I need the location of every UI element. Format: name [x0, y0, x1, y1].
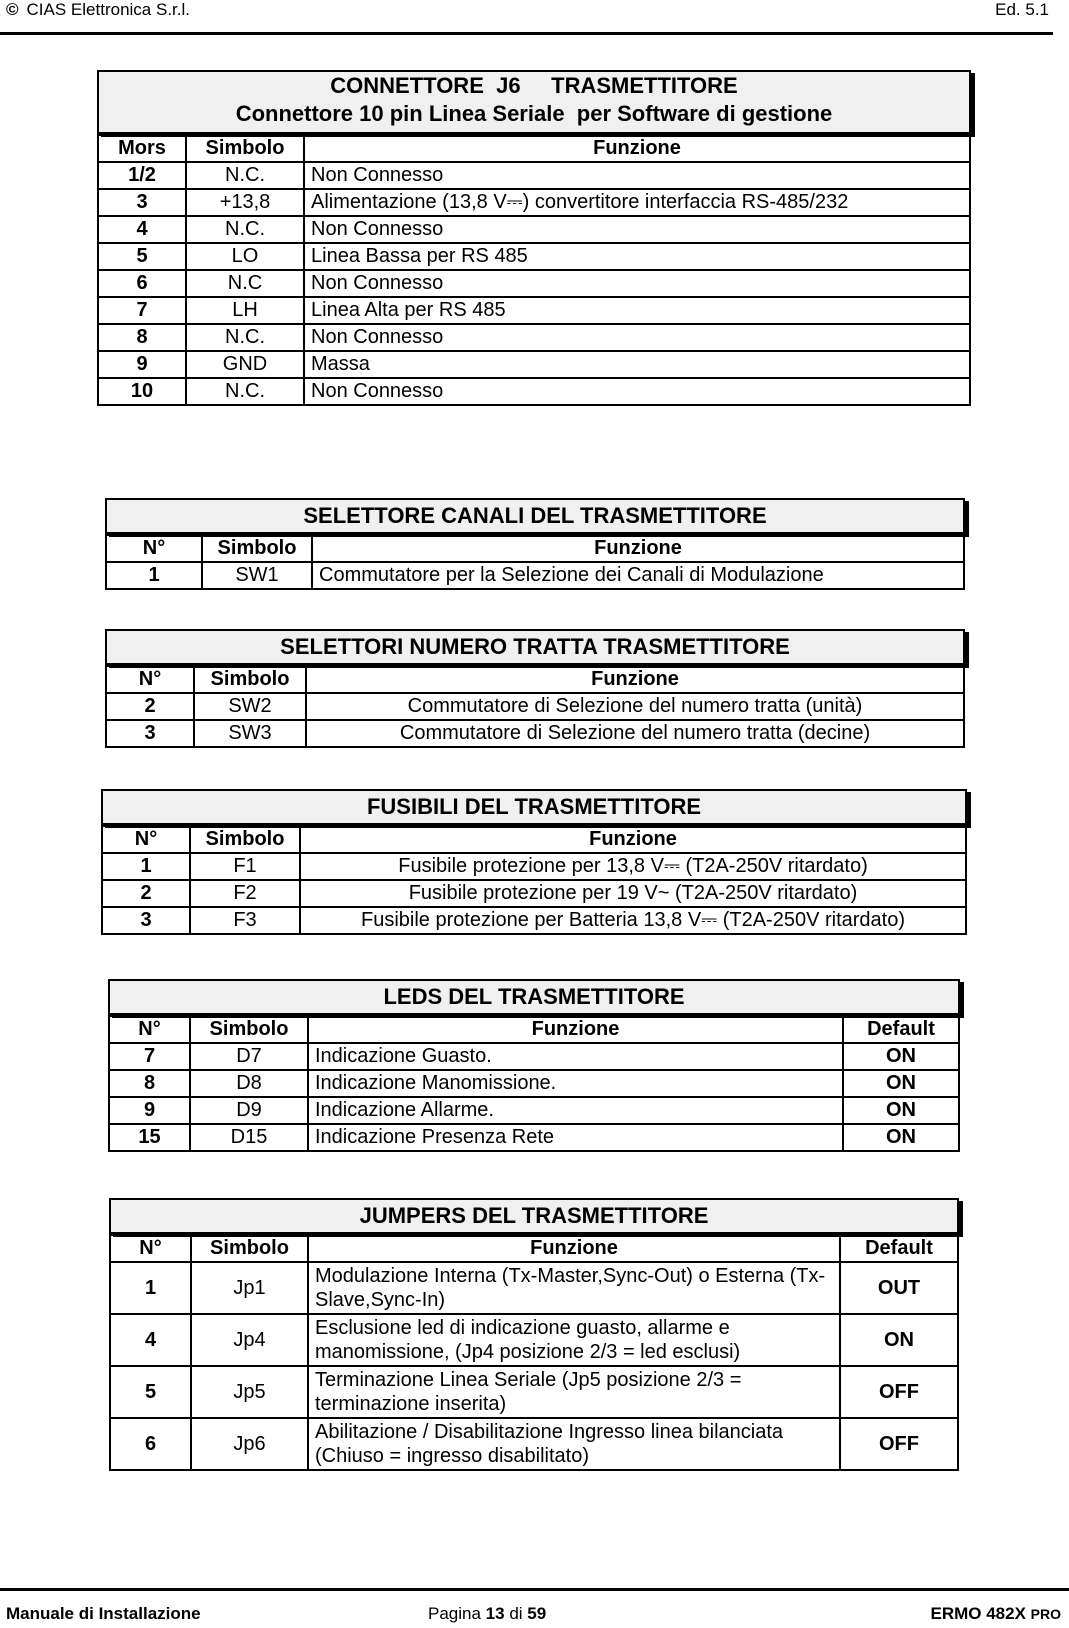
table-cell: D8 — [190, 1070, 308, 1097]
table-cell: SW3 — [194, 720, 306, 747]
table-cell: Indicazione Allarme. — [308, 1097, 843, 1124]
table-cell: GND — [186, 351, 304, 378]
table-row — [110, 1366, 958, 1418]
table-cell: D7 — [190, 1043, 308, 1070]
table-row — [102, 853, 966, 880]
table-cell: N.C — [186, 270, 304, 297]
channel-selector-table — [105, 498, 965, 590]
jumpers-title: JUMPERS DEL TRASMETTITORE — [109, 1198, 959, 1234]
table-cell: Commutatore di Selezione del numero tratta (decine) — [306, 720, 964, 747]
fuses-title: FUSIBILI DEL TRASMETTITORE — [101, 789, 967, 825]
table-row — [109, 1124, 959, 1151]
product-model: ERMO 482X — [930, 1604, 1026, 1623]
table-cell: OUT — [840, 1262, 958, 1314]
table-cell: 5 — [110, 1366, 191, 1418]
product-suffix: PRO — [1030, 1606, 1061, 1622]
leds-title: LEDS DEL TRASMETTITORE — [108, 979, 960, 1015]
section-selector-rows — [106, 693, 964, 747]
table-row — [109, 1043, 959, 1070]
table-cell: 4 — [110, 1314, 191, 1366]
col-header: Simbolo — [191, 1235, 308, 1262]
table-cell: OFF — [840, 1418, 958, 1470]
table-cell: Non Connesso — [304, 162, 970, 189]
leds-table — [108, 979, 960, 1152]
table-cell: 5 — [98, 243, 186, 270]
manual-title: Manuale di Installazione — [6, 1604, 201, 1623]
table-cell: Commutatore di Selezione del numero tratta (unità) — [306, 693, 964, 720]
header-rule — [0, 32, 1053, 35]
table-cell: 7 — [109, 1043, 190, 1070]
col-header: Funzione — [300, 826, 966, 853]
table-row — [106, 562, 964, 589]
col-header: Funzione — [308, 1235, 840, 1262]
col-header: Funzione — [304, 135, 970, 162]
table-cell: ON — [843, 1070, 959, 1097]
table-row — [98, 162, 970, 189]
table-cell: Indicazione Manomissione. — [308, 1070, 843, 1097]
table-cell: 1 — [110, 1262, 191, 1314]
col-header: Simbolo — [190, 1016, 308, 1043]
table-cell: Linea Bassa per RS 485 — [304, 243, 970, 270]
col-header: Simbolo — [186, 135, 304, 162]
table-cell: Commutatore per la Selezione dei Canali di Modulazione — [312, 562, 964, 589]
table-cell: Jp1 — [191, 1262, 308, 1314]
product-name — [930, 1604, 1061, 1624]
table-cell: 2 — [106, 693, 194, 720]
table-row — [110, 1418, 958, 1470]
table-cell: N.C. — [186, 216, 304, 243]
table-cell: Jp6 — [191, 1418, 308, 1470]
edition-label: Ed. 5.1 — [995, 0, 1049, 19]
col-header: N° — [106, 666, 194, 693]
table-cell: F3 — [190, 907, 300, 934]
col-header: N° — [106, 535, 202, 562]
table-cell: 6 — [98, 270, 186, 297]
connector-j6-title-line2: Connettore 10 pin Linea Seriale per Software di gestione — [235, 101, 833, 126]
table-cell: Jp4 — [191, 1314, 308, 1366]
col-header: Default — [840, 1235, 958, 1262]
table-cell: D15 — [190, 1124, 308, 1151]
table-cell: N.C. — [186, 378, 304, 405]
page-total: 59 — [527, 1604, 547, 1623]
table-row — [98, 243, 970, 270]
fuses-table — [101, 789, 967, 935]
col-header: N° — [109, 1016, 190, 1043]
table-cell: 1 — [106, 562, 202, 589]
table-cell: ON — [843, 1097, 959, 1124]
table-row — [98, 270, 970, 297]
table-cell: +13,8 — [186, 189, 304, 216]
table-cell: Fusibile protezione per 19 V~ (T2A-250V ritardato) — [300, 880, 966, 907]
col-header: Funzione — [312, 535, 964, 562]
table-cell: Non Connesso — [304, 378, 970, 405]
table-cell: LO — [186, 243, 304, 270]
table-row — [98, 378, 970, 405]
table-row — [98, 351, 970, 378]
table-cell: 3 — [102, 907, 190, 934]
table-cell: 1 — [102, 853, 190, 880]
jumpers-table — [109, 1198, 959, 1471]
channel-selector-rows — [106, 562, 964, 589]
table-row — [109, 1070, 959, 1097]
page-header-company — [6, 0, 190, 20]
table-cell: 6 — [110, 1418, 191, 1470]
table-cell: Fusibile protezione per Batteria 13,8 V⎓ (T2A-250V ritardato) — [300, 907, 966, 934]
table-cell: Modulazione Interna (Tx-Master,Sync-Out) o Esterna (Tx-Slave,Sync-In) — [308, 1262, 840, 1314]
table-cell: Indicazione Guasto. — [308, 1043, 843, 1070]
table-cell: Terminazione Linea Seriale (Jp5 posizione 2/3 = terminazione inserita) — [308, 1366, 840, 1418]
connector-j6-rows — [98, 162, 970, 405]
page-number — [428, 1604, 546, 1624]
table-cell: ON — [843, 1124, 959, 1151]
table-cell: LH — [186, 297, 304, 324]
col-header: Default — [843, 1016, 959, 1043]
section-selector-table — [105, 629, 965, 748]
leds-rows — [109, 1043, 959, 1151]
col-header: N° — [102, 826, 190, 853]
table-cell: F2 — [190, 880, 300, 907]
col-header: Mors — [98, 135, 186, 162]
company-name: CIAS Elettronica S.r.l. — [26, 0, 190, 19]
table-cell: Massa — [304, 351, 970, 378]
table-cell: 8 — [109, 1070, 190, 1097]
table-cell: 8 — [98, 324, 186, 351]
table-row — [106, 720, 964, 747]
table-row — [110, 1314, 958, 1366]
col-header: Simbolo — [194, 666, 306, 693]
table-cell: SW1 — [202, 562, 312, 589]
connector-j6-title — [97, 70, 971, 134]
table-row — [98, 324, 970, 351]
table-cell: Non Connesso — [304, 216, 970, 243]
table-cell: 7 — [98, 297, 186, 324]
table-row — [110, 1262, 958, 1314]
table-cell: 3 — [106, 720, 194, 747]
table-cell: SW2 — [194, 693, 306, 720]
channel-selector-title: SELETTORE CANALI DEL TRASMETTITORE — [105, 498, 965, 534]
table-cell: 2 — [102, 880, 190, 907]
table-cell: Abilitazione / Disabilitazione Ingresso linea bilanciata (Chiuso = ingresso disabilitato) — [308, 1418, 840, 1470]
table-cell: N.C. — [186, 324, 304, 351]
table-cell: Esclusione led di indicazione guasto, allarme e manomissione, (Jp4 posizione 2/3 = led esclusi) — [308, 1314, 840, 1366]
table-cell: Linea Alta per RS 485 — [304, 297, 970, 324]
jumpers-rows — [110, 1262, 958, 1470]
table-cell: N.C. — [186, 162, 304, 189]
fuses-rows — [102, 853, 966, 934]
table-row — [106, 693, 964, 720]
page-prefix: Pagina — [428, 1604, 481, 1623]
connector-j6-table — [97, 70, 971, 406]
connector-j6-title-line1: CONNETTORE J6 TRASMETTITORE — [330, 73, 738, 98]
table-cell: 4 — [98, 216, 186, 243]
table-cell: D9 — [190, 1097, 308, 1124]
copyright-symbol: © — [6, 0, 19, 19]
col-header: N° — [110, 1235, 191, 1262]
col-header: Simbolo — [190, 826, 300, 853]
table-row — [98, 297, 970, 324]
page-of: di — [509, 1604, 523, 1623]
table-cell: Fusibile protezione per 13,8 V⎓ (T2A-250V ritardato) — [300, 853, 966, 880]
table-cell: 9 — [98, 351, 186, 378]
table-row — [102, 880, 966, 907]
table-cell: ON — [840, 1314, 958, 1366]
table-cell: Non Connesso — [304, 324, 970, 351]
table-cell: 9 — [109, 1097, 190, 1124]
table-cell: Non Connesso — [304, 270, 970, 297]
table-row — [98, 216, 970, 243]
table-row — [109, 1097, 959, 1124]
section-selector-title: SELETTORI NUMERO TRATTA TRASMETTITORE — [105, 629, 965, 665]
table-cell: 15 — [109, 1124, 190, 1151]
table-cell: 10 — [98, 378, 186, 405]
col-header: Funzione — [306, 666, 964, 693]
footer-rule — [0, 1588, 1069, 1591]
table-cell: F1 — [190, 853, 300, 880]
table-row — [102, 907, 966, 934]
col-header: Funzione — [308, 1016, 843, 1043]
table-row — [98, 189, 970, 216]
page-current: 13 — [485, 1604, 505, 1623]
table-cell: Jp5 — [191, 1366, 308, 1418]
table-cell: 1/2 — [98, 162, 186, 189]
table-cell: OFF — [840, 1366, 958, 1418]
table-cell: Indicazione Presenza Rete — [308, 1124, 843, 1151]
table-cell: Alimentazione (13,8 V⎓) convertitore interfaccia RS-485/232 — [304, 189, 970, 216]
table-cell: ON — [843, 1043, 959, 1070]
table-cell: 3 — [98, 189, 186, 216]
col-header: Simbolo — [202, 535, 312, 562]
